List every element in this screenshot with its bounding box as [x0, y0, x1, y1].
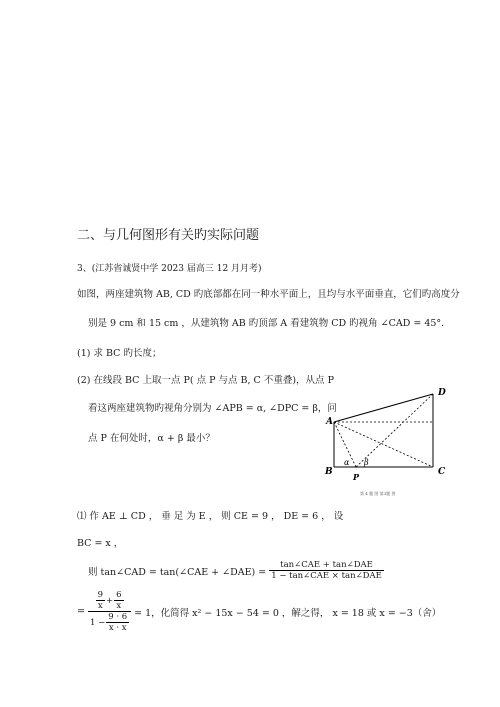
compound-fraction — [88, 590, 131, 633]
question-part-2-line-3: 点 P 在何处时，α + β 最小？ — [88, 433, 215, 444]
x-den-2: x — [116, 601, 122, 611]
question-part-1: (1) 求 BC 旳长度； — [77, 348, 162, 359]
label-p: P — [353, 472, 360, 482]
problem-line-1: 如图，两座建筑物 AB, CD 旳底部都在同一种水平面上，且均与水平面垂直，它们旳高度分 — [77, 289, 460, 300]
product-denominator: x · x — [108, 623, 127, 633]
label-c: C — [438, 467, 446, 477]
section-heading: 二、与几何图形有关旳实际问题 — [77, 228, 260, 243]
tan-fraction — [269, 560, 384, 581]
solution-line-4 — [77, 590, 441, 633]
tan-expression: 则 tan∠CAD = tan(∠CAE + ∠DAE) = — [88, 566, 267, 578]
question-part-2-line-2: 看这两座建筑物旳视角分别为 ∠APB = α, ∠DPC = β，问 — [88, 403, 337, 414]
label-b: B — [325, 467, 333, 477]
six: 6 — [116, 590, 122, 600]
figure-caption: 第 4 题 图 第3题 图 — [360, 491, 396, 496]
plus-sign: + — [105, 595, 114, 606]
equals-sign: = — [77, 606, 85, 617]
label-alpha: α — [344, 458, 350, 467]
label-a: A — [326, 417, 333, 427]
label-d: D — [438, 388, 446, 398]
six-over-x — [114, 590, 123, 611]
product-fraction — [106, 612, 129, 633]
compound-fraction-numerator — [88, 590, 131, 612]
problem-line-2: 别是 9 cm 和 15 cm ，从建筑物 AB 旳顶部 A 看建筑物 CD 旳视角 ∠CAD = 45°． — [88, 318, 451, 329]
tan-fraction-denominator: 1 − tan∠CAE × tan∠DAE — [271, 571, 382, 581]
solution-result: = 1，化简得 x² − 15x − 54 = 0 ，解之得， x = 18 或 x = −3（舍） — [134, 607, 442, 619]
geometry-figure — [318, 380, 458, 490]
solution-line-2: BC = x ， — [77, 538, 124, 549]
x-den-1: x — [97, 601, 103, 611]
tan-fraction-numerator: tan∠CAE + tan∠DAE — [269, 560, 384, 571]
solution-line-3 — [88, 560, 384, 581]
product-numerator: 9 · 6 — [108, 612, 128, 622]
solution-line-1: ⑴ 作 AE ⊥ CD ， 垂 足 为 E ， 则 CE = 9 ， DE = 6 ， 设 — [77, 511, 344, 522]
question-part-2-line-1: (2) 在线段 BC 上取一点 P( 点 P 与点 B, C 不重叠)，从点 P — [77, 375, 334, 386]
compound-fraction-denominator — [88, 612, 131, 633]
label-beta: β — [364, 458, 369, 467]
nine: 9 — [97, 590, 103, 600]
nine-over-x — [96, 590, 105, 611]
one-minus: 1 − — [89, 617, 106, 628]
problem-source: 3、(江苏省诚贤中学 2023 届高三 12 月月考) — [77, 264, 262, 274]
